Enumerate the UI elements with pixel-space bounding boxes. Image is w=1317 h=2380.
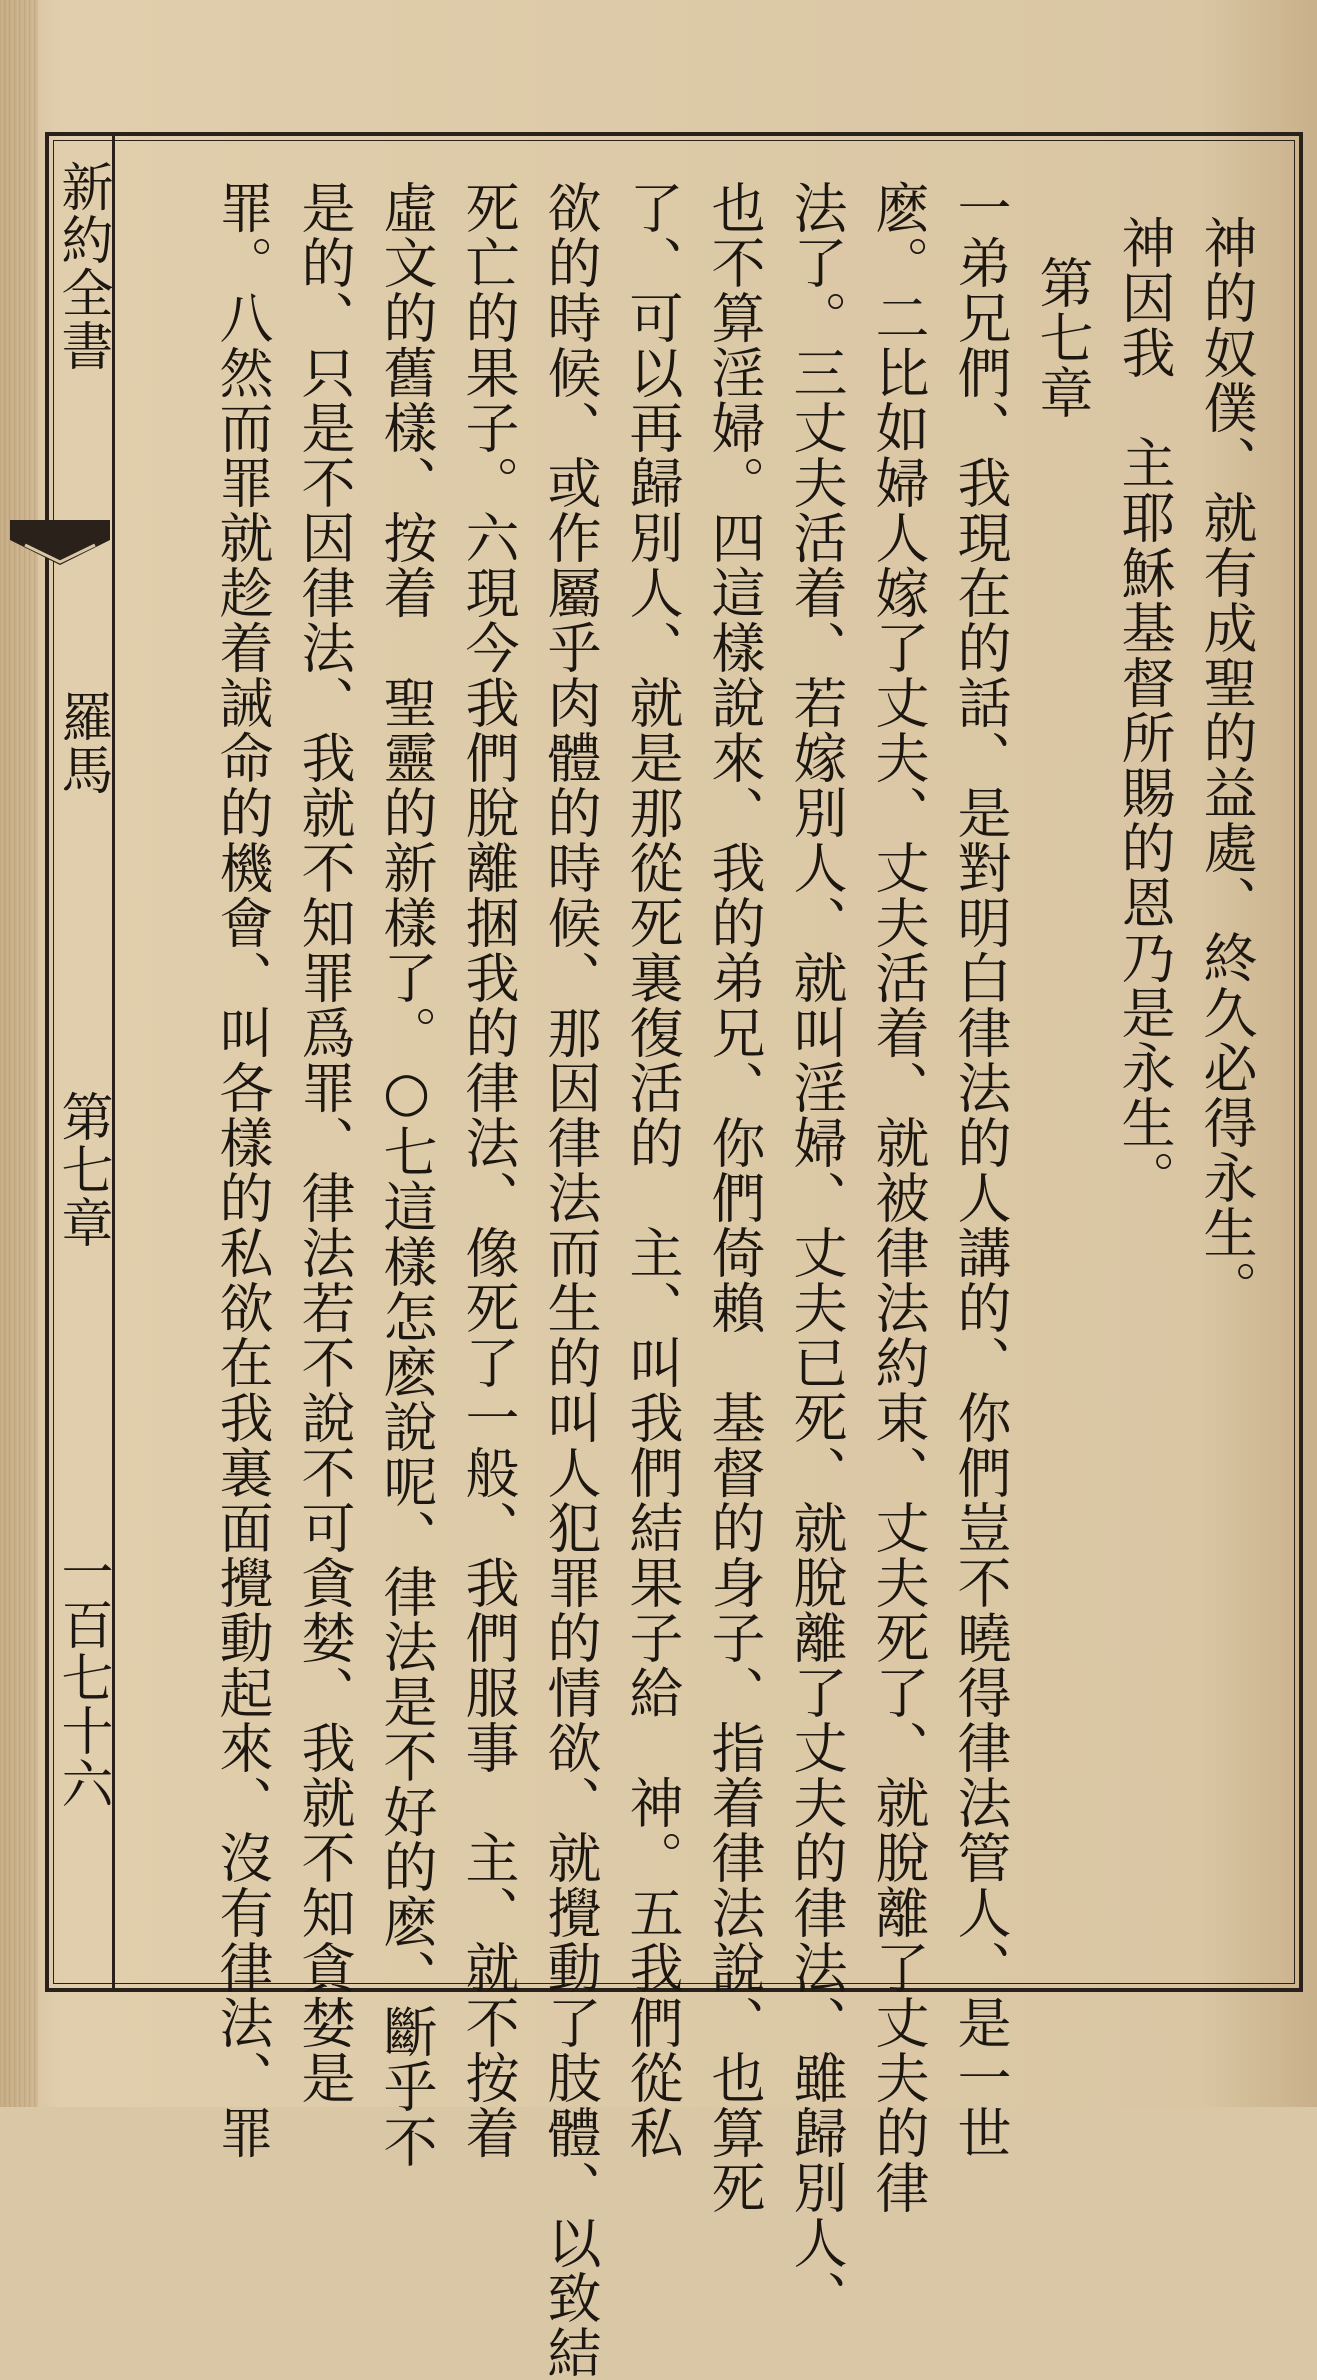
text-column: 虛文的舊樣、按着 聖靈的新樣了。○七這樣怎麽說呢、律法是不好的麽、斷乎不 xyxy=(375,180,438,2169)
text-column: 死亡的果子。六現今我們脫離捆我的律法、像死了一般、我們服事 主、就不按着 xyxy=(457,180,520,2160)
book-binding-edge xyxy=(0,0,38,2107)
text-column: 是的、只是不因律法、我就不知罪爲罪、律法若不說不可貪婪、我就不知貪婪是 xyxy=(293,180,356,2105)
text-column: 欲的時候、或作屬乎肉體的時候、那因律法而生的叫人犯罪的情欲、就攪動了肢體、以致結 xyxy=(539,180,602,2380)
text-column: 麽。二比如婦人嫁了丈夫、丈夫活着、就被律法約束、丈夫死了、就脫離了丈夫的律 xyxy=(867,180,930,2215)
page-number: 一百七十六 xyxy=(52,1545,112,1810)
text-column: 一弟兄們、我現在的話、是對明白律法的人講的、你們豈不曉得律法管人、是一世 xyxy=(949,180,1012,2160)
book-name: 羅馬 xyxy=(52,690,112,796)
text-column: 了、可以再歸別人、就是那從死裏復活的 主、叫我們結果子給 神。五我們從私 xyxy=(621,180,684,2160)
book-title: 新約全書 xyxy=(52,160,112,372)
text-column: 罪。八然而罪就趁着誡命的機會、叫各樣的私欲在我裏面攪動起來、沒有律法、罪 xyxy=(211,180,274,2160)
text-column: 神因我 主耶穌基督所賜的恩乃是永生。 xyxy=(1113,215,1176,1205)
text-column: 神的奴僕、就有成聖的益處、終久必得永生。 xyxy=(1195,215,1258,1315)
chapter-label: 第七章 xyxy=(52,1090,112,1249)
text-column: 法了。三丈夫活着、若嫁別人、就叫淫婦、丈夫已死、就脫離了丈夫的律法、雖歸別人、 xyxy=(785,180,848,2325)
text-column: 也不算淫婦。四這樣說來、我的弟兄、你們倚賴 基督的身子、指着律法說、也算死 xyxy=(703,180,766,2215)
chapter-heading: 第七章 xyxy=(1031,255,1094,420)
fishtail-ornament xyxy=(10,520,110,580)
